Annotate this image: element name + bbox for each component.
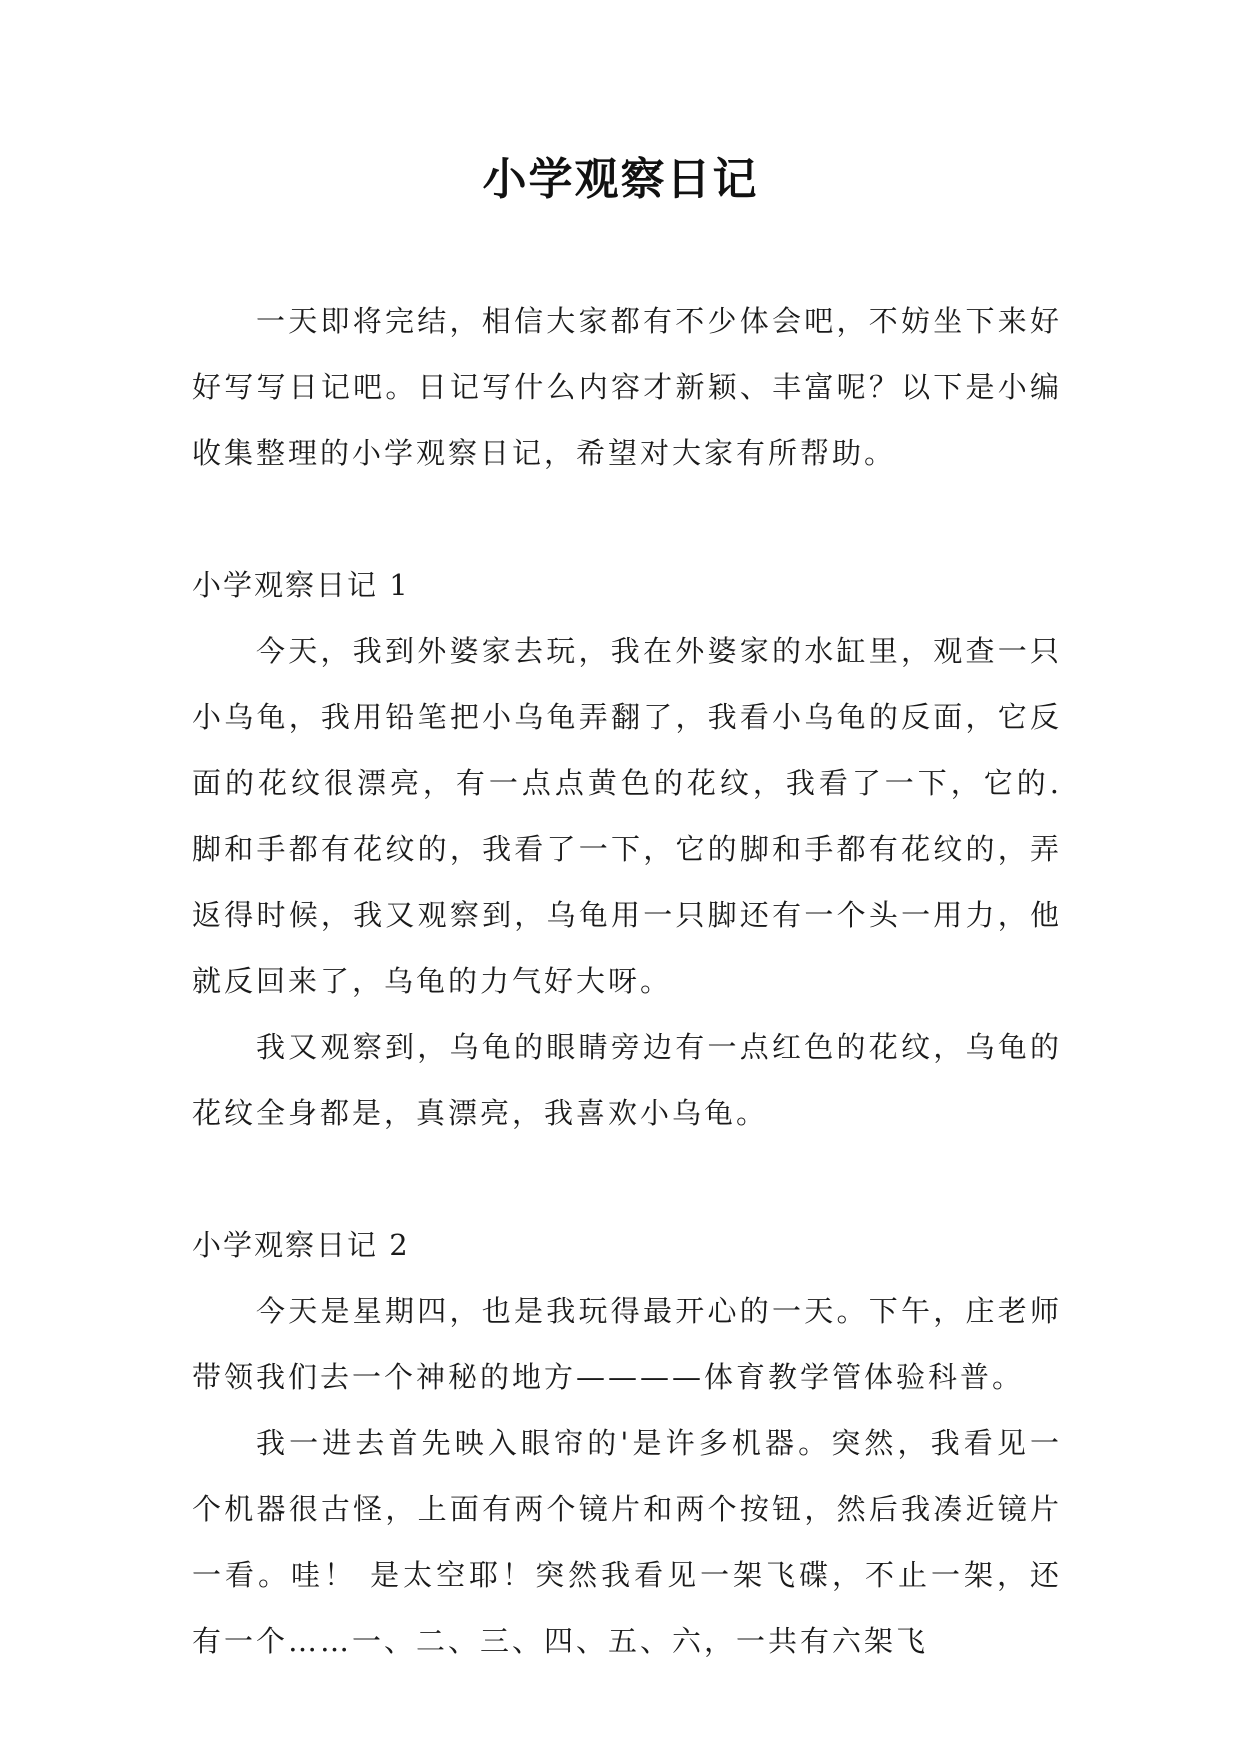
document-title: 小学观察日记: [482, 154, 759, 205]
section-paragraph: 我又观察到，乌龟的眼睛旁边有一点红色的花纹，乌龟的花纹全身都是，真漂亮，我喜欢小乌龟。: [192, 1030, 1062, 1130]
intro-paragraph: 一天即将完结，相信大家都有不少体会吧，不妨坐下来好好写写日记吧。日记写什么内容才新颖、丰富呢？以下是小编收集整理的小学观察日记，希望对大家有所帮助。: [192, 304, 1062, 470]
diary-section-2: [192, 1212, 1062, 1674]
section-gap: [192, 486, 1062, 552]
section-gap: [192, 1146, 1062, 1212]
section-heading: 小学观察日记 2: [192, 1228, 410, 1262]
section-heading: 小学观察日记 1: [192, 568, 410, 602]
section-paragraph: 今天，我到外婆家去玩，我在外婆家的水缸里，观查一只小乌龟，我用铅笔把小乌龟弄翻了，我看小乌龟的反面，它反面的花纹很漂亮，有一点点黄色的花纹，我看了一下，它的.脚和手都有花纹的，我看了一下，它的脚和手都有花纹的，弄返得时候，我又观察到，乌龟用一只脚还有一个头一用力，他就反回来了，乌龟的力气好大呀。: [192, 634, 1062, 998]
section-paragraph: 我一进去首先映入眼帘的'是许多机器。突然，我看见一个机器很古怪，上面有两个镜片和两个按钮，然后我凑近镜片一看。哇！ 是太空耶！突然我看见一架飞碟，不止一架，还有一个……一、二、三、四、五、六，一共有六架飞: [192, 1426, 1062, 1658]
section-paragraph: 今天是星期四，也是我玩得最开心的一天。下午，庄老师带领我们去一个神秘的地方————体育教学管体验科普。: [192, 1294, 1062, 1394]
document-body: [192, 288, 1062, 1674]
diary-section-1: [192, 552, 1062, 1146]
